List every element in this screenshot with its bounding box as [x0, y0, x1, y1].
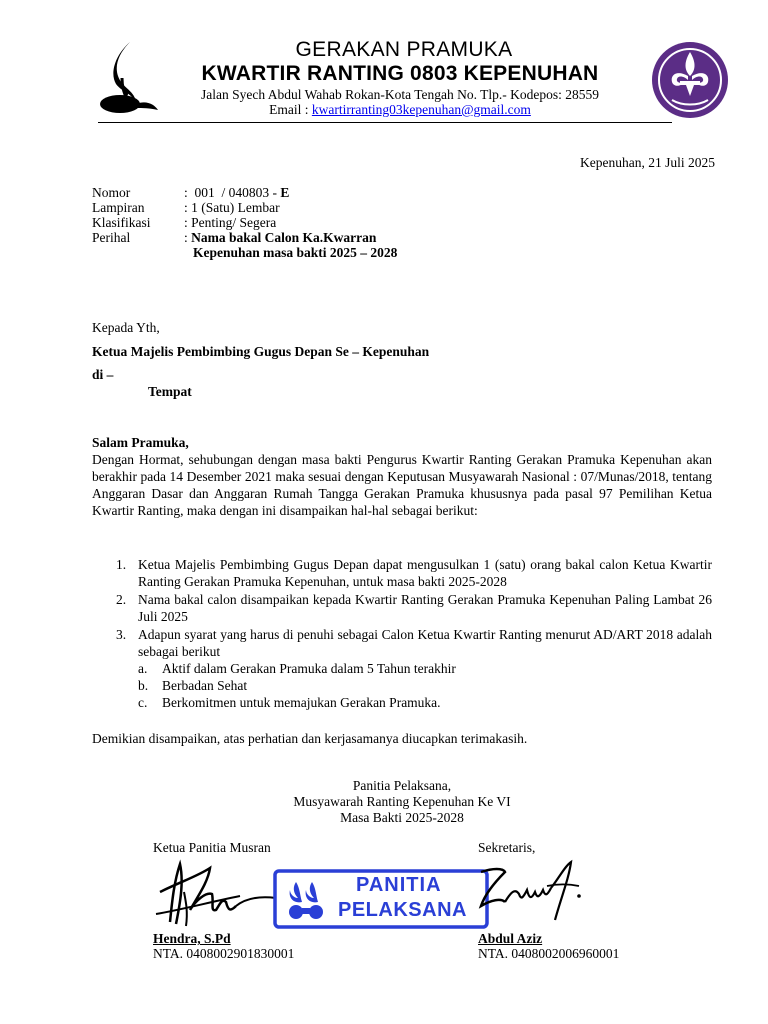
left-signer-nta: NTA. 0408002901830001 [153, 946, 295, 961]
meta-perihal-value: : Nama bakal Calon Ka.Kwarran [184, 230, 377, 245]
meta-nomor-label: Nomor [92, 185, 131, 200]
right-signer-nta: NTA. 0408002006960001 [478, 946, 620, 961]
committee-period: Masa Bakti 2025-2028 [340, 810, 464, 825]
left-signer-name: Hendra, S.Pd [153, 931, 231, 946]
list-item-number: 2. [116, 592, 127, 607]
committee-title: Panitia Pelaksana, [352, 778, 452, 793]
header-divider [98, 122, 672, 123]
committee-event: Musyawarah Ranting Kepenuhan Ke VI [293, 794, 511, 809]
sub-item-letter: c. [138, 695, 148, 710]
org-address: Jalan Syech Abdul Wahab Rokan-Kota Tengah No. Tlp.- Kodepos: 28559 [200, 87, 600, 102]
email-label: Email : [269, 102, 312, 117]
org-name: GERAKAN PRAMUKA [295, 38, 513, 61]
sub-item: Berbadan Sehat [162, 678, 248, 693]
recipient-greeting: Kepada Yth, [92, 320, 160, 335]
sub-item: Aktif dalam Gerakan Pramuka dalam 5 Tahun terakhir [162, 661, 456, 676]
org-branch: KWARTIR RANTING 0803 KEPENUHAN [201, 62, 599, 85]
sub-item-letter: b. [138, 678, 149, 693]
left-signature [150, 852, 280, 932]
recipient-name: Ketua Majelis Pembimbing Gugus Depan Se – Kepenuhan [92, 344, 430, 359]
right-signer-title: Sekretaris, [478, 840, 536, 855]
salutation: Salam Pramuka, [92, 435, 189, 450]
body-paragraph: Dengan Hormat, sehubungan dengan masa bakti Pengurus Kwartir Ranting Gerakan Pramuka Kepenuhan akan berakhir pada 14 Desember 2021 maka sesuai dengan Keputusan Musyawarah Nasional : 07/Munas/2018, tentang Anggaran Dasar dan Anggaran Rumah Tangga Gerakan Pramuka khususnya pada pasal 97 Pemilihan Ketua Kwartir Ranting, maka dengan ini disampaikan hal-hal sebagai berikut: [92, 452, 712, 518]
list-item: Adapun syarat yang harus di penuhi sebagai Calon Ketua Kwartir Ranting menurut AD/ART 2018 adalah sebagai berikut [138, 627, 712, 659]
scout-emblem [650, 40, 730, 120]
meta-perihal-label: Perihal [92, 230, 131, 245]
meta-nomor-value: : 001 / 040803 - E [184, 185, 290, 200]
meta-lampiran-value: : 1 (Satu) Lembar [184, 200, 280, 215]
email-link[interactable]: kwartirranting03kepenuhan@gmail.com [311, 102, 531, 117]
list-item-number: 3. [116, 627, 127, 642]
committee-stamp [272, 868, 490, 930]
left-signer-title: Ketua Panitia Musran [153, 840, 271, 855]
closing-sentence: Demikian disampaikan, atas perhatian dan kerjasamanya diucapkan terimakasih. [92, 731, 528, 746]
stamp-line1: PANITIA [356, 874, 442, 896]
list-item-number: 1. [116, 557, 127, 572]
letter-date: Kepenuhan, 21 Juli 2025 [580, 155, 715, 170]
meta-lampiran-label: Lampiran [92, 200, 145, 215]
meta-klasifikasi-label: Klasifikasi [92, 215, 151, 230]
meta-perihal-value-line2: Kepenuhan masa bakti 2025 – 2028 [193, 245, 398, 260]
recipient-place: Tempat [148, 384, 192, 399]
sub-item-letter: a. [138, 661, 148, 676]
list-item: Ketua Majelis Pembimbing Gugus Depan dapat mengusulkan 1 (satu) orang bakal calon Ketua Kwartir Ranting Gerakan Pramuka Kepenuhan, untuk masa bakti 2025-2028 [138, 557, 712, 589]
org-email-line [150, 102, 650, 118]
recipient-di: di – [92, 367, 114, 382]
right-signature [475, 858, 585, 928]
right-signer-name: Abdul Aziz [478, 931, 543, 946]
list-item: Nama bakal calon disampaikan kepada Kwartir Ranting Gerakan Pramuka Kepenuhan Paling Lambat 26 Juli 2025 [138, 592, 712, 624]
meta-klasifikasi-value: : Penting/ Segera [184, 215, 277, 230]
sub-item: Berkomitmen untuk memajukan Gerakan Pramuka. [162, 695, 441, 710]
stamp-line2: PELAKSANA [338, 899, 467, 921]
